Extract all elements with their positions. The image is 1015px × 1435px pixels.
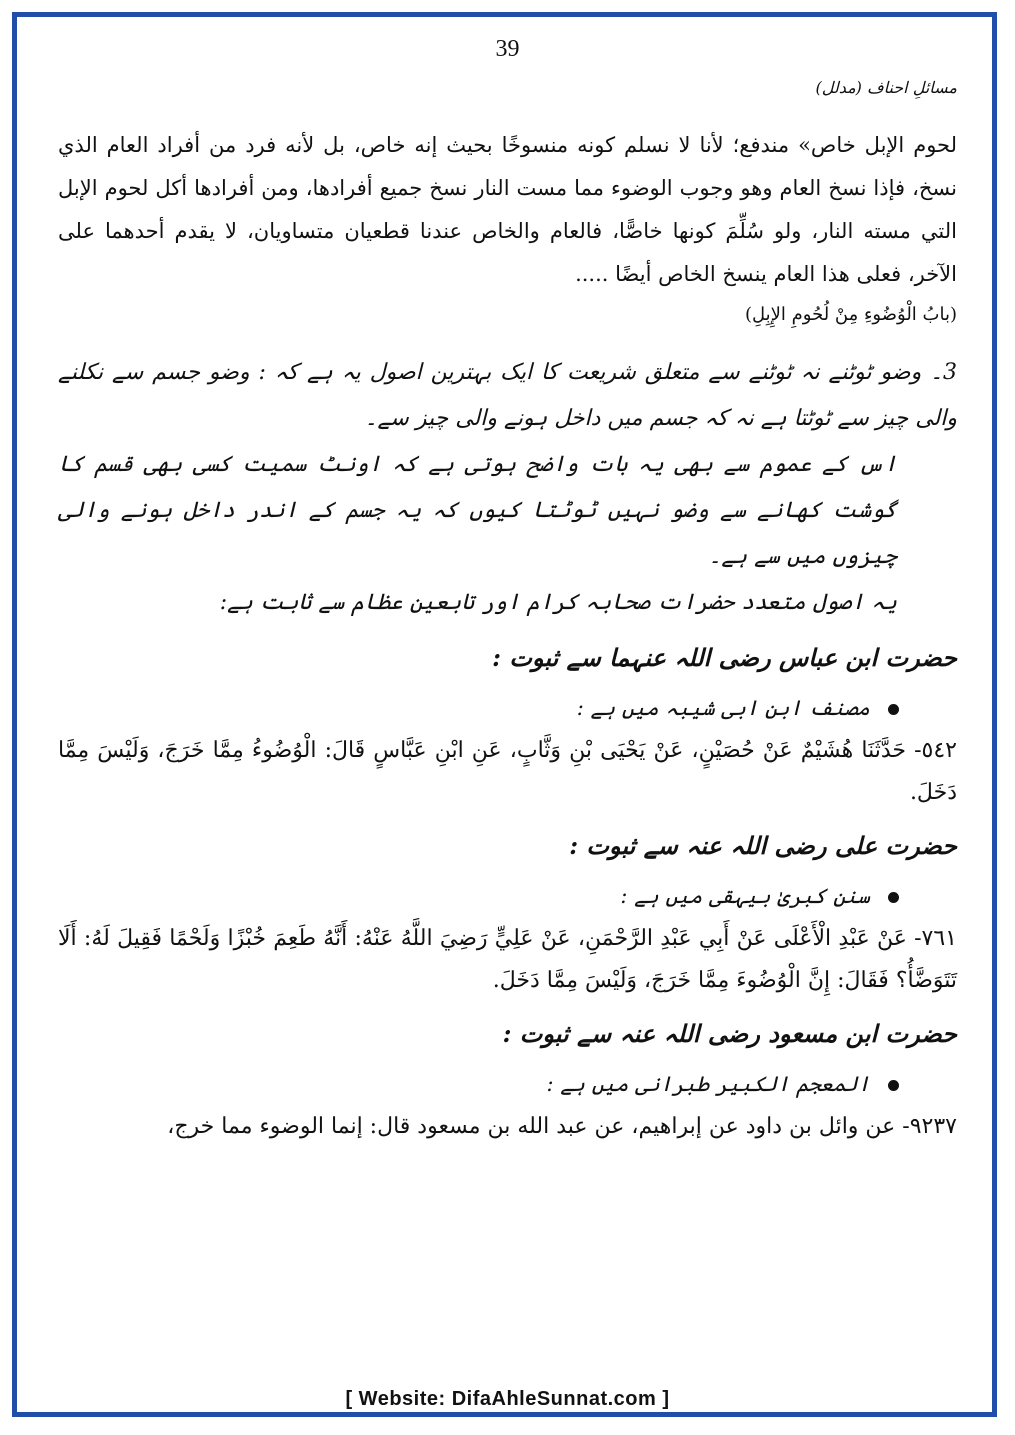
evidence-ibn-masud <box>58 1012 957 1148</box>
evidence-heading: حضرت ابن عباس رضی اللہ عنہما سے ثبوت : <box>492 643 957 672</box>
evidence-ibn-abbas <box>58 636 957 814</box>
hadith-text: ٩٢٣٧- عن وائل بن داود عن إبراهيم، عن عبد الله بن مسعود قال: إنما الوضوء مما خرج، <box>167 1114 957 1139</box>
principle-paragraph-3: یہ اصول متعدد حضرات صحابہ کرام اور تابعین عظام سے ثابت ہے: <box>219 590 897 615</box>
page-content <box>58 124 957 1148</box>
website-footer: [ Website: DifaAhleSunnat.com ] <box>345 1388 670 1410</box>
arabic-reference: (بابُ الْوُضُوءِ مِنْ لُحُومِ الإِبِلِ) <box>744 304 957 325</box>
evidence-heading: حضرت ابن مسعود رضی اللہ عنہ سے ثبوت : <box>502 1019 957 1048</box>
evidence-source: المعجم الکبیر طبرانی میں ہے : <box>58 1062 957 1106</box>
bullet-icon <box>888 1080 899 1091</box>
running-title: مسائلِ احناف (مدلل) <box>815 78 957 97</box>
bullet-icon <box>888 892 899 903</box>
hadith-text: ٥٤٢- حَدَّثَنَا هُشَيْمٌ عَنْ حُصَيْنٍ، عَنْ يَحْيَى بْنِ وَثَّابٍ، عَنِ ابْنِ عَبَّاسٍ قَالَ: الْوُضُوءُ مِمَّا خَرَجَ، وَلَيْسَ مِمَّا دَخَلَ. <box>58 738 957 805</box>
page-number: 39 <box>495 36 520 62</box>
evidence-source: سنن کبریٰ بیہقی میں ہے : <box>58 874 957 918</box>
evidence-source: مصنف ابن ابی شیبہ میں ہے : <box>58 686 957 730</box>
hadith-text: ٧٦١- عَنْ عَبْدِ الْأَعْلَى عَنْ أَبِي عَبْدِ الرَّحْمَنِ، عَنْ عَلِيٍّ رَضِيَ اللَّهُ عَنْهُ: أَنَّهُ طَعِمَ خُبْزًا وَلَحْمًا فَقِيلَ لَهُ: أَلَا تَتَوَضَّأُ؟ فَقَالَ: إِنَّ الْوُضُوءَ مِمَّا خَرَجَ، وَلَيْسَ مِمَّا دَخَلَ. <box>58 926 957 993</box>
arabic-quote: لحوم الإبل خاص» مندفع؛ لأنا لا نسلم كونه منسوخًا بحيث إنه خاص، بل لأنه فرد من أفراد العام الذي نسخ، فإذا نسخ العام وهو وجوب الوضوء مما مست النار نسخ جميع أفرادها، ومن أفرادها أكل لحوم الإبل التي مسته النار، ولو سُلِّمَ كونها خاصًّا، فالعام والخاص عندنا قطعيان متساويان، لا يقدم أحدهما على الآخر، فعلى هذا العام ينسخ الخاص أيضًا ..... <box>58 133 957 286</box>
evidence-ali <box>58 824 957 1002</box>
principle-paragraph-1: 3۔ وضو ٹوٹنے نہ ٹوٹنے سے متعلق شریعت کا ایک بہترین اصول یہ ہے کہ : وضو جسم سے نکلنے والی چیز سے ٹوٹتا ہے نہ کہ جسم میں داخل ہونے والی چیز سے۔ <box>58 360 957 431</box>
bullet-icon <box>888 704 899 715</box>
evidence-heading: حضرت علی رضی اللہ عنہ سے ثبوت : <box>569 831 957 860</box>
principle-paragraph-2: اس کے عموم سے بھی یہ بات واضح ہوتی ہے کہ اونٹ سمیت کسی بھی قسم کا گوشت کھانے سے وضو نہیں ٹوٹتا کیوں کہ یہ جسم کے اندر داخل ہونے والی چیزوں میں سے ہے۔ <box>58 452 897 569</box>
